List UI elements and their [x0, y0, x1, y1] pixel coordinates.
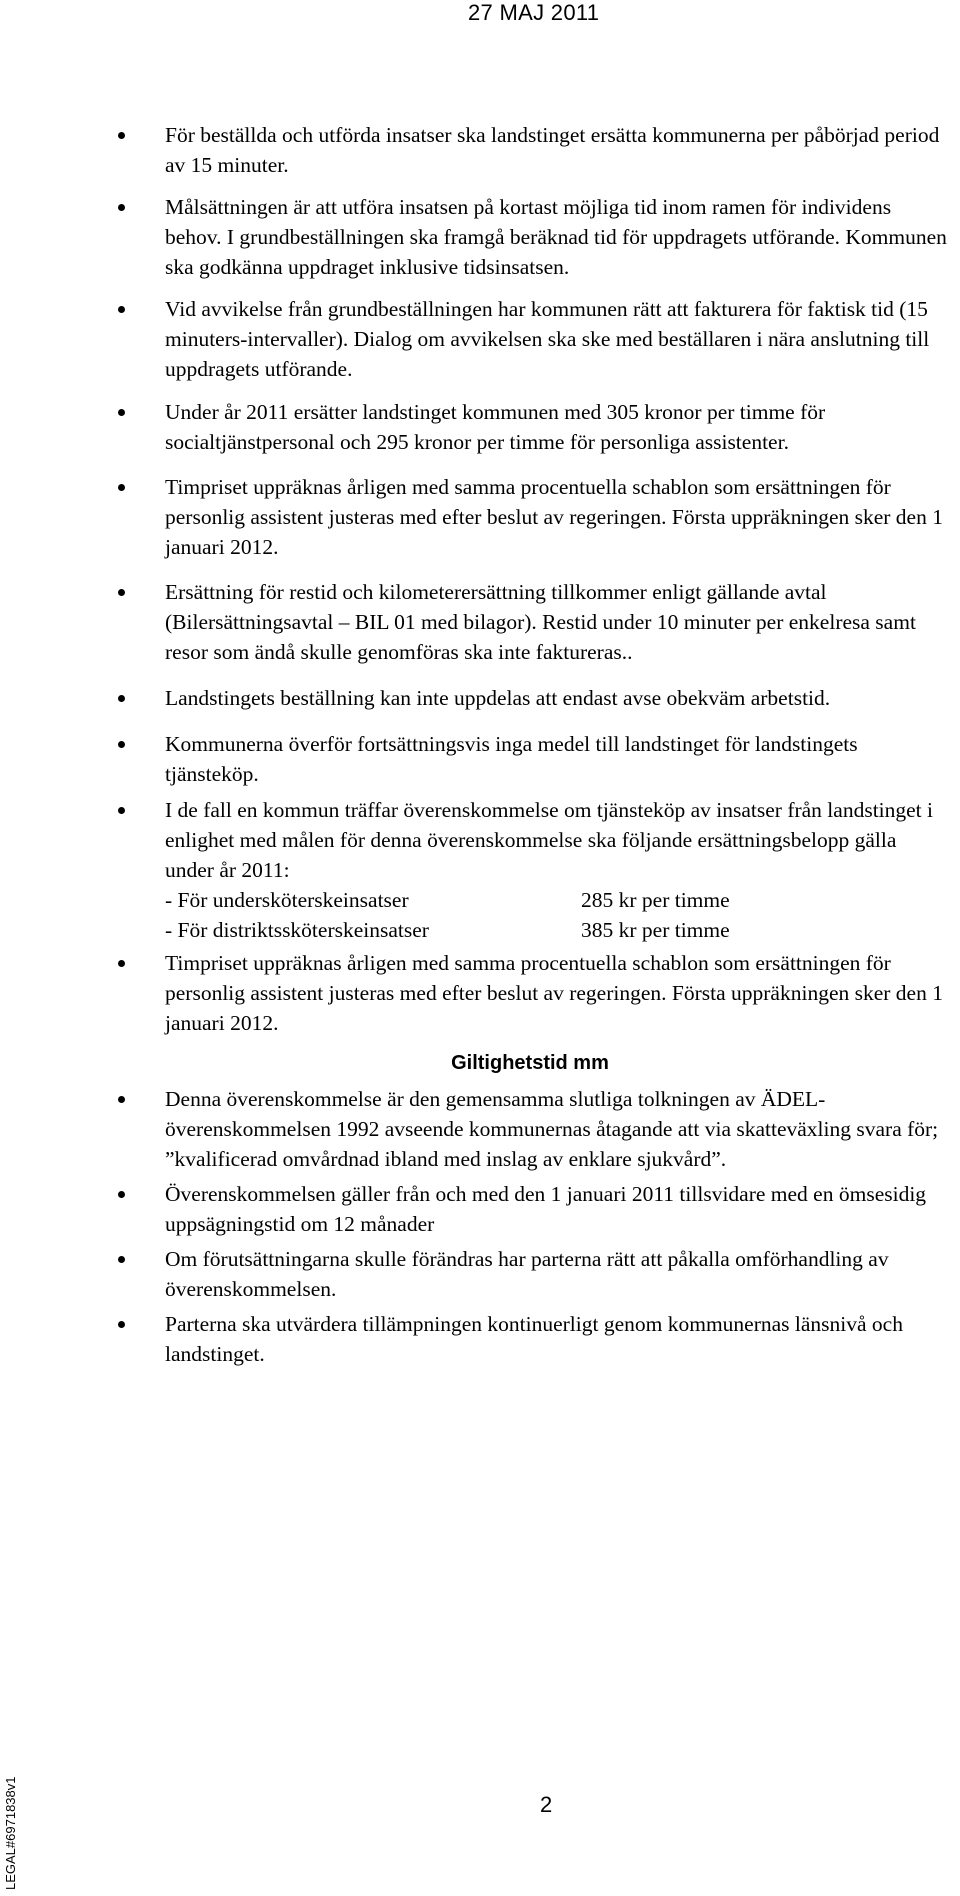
list-item-text: Målsättningen är att utföra insatsen på kortast möjliga tid inom ramen för individens behov. I grundbeställningen ska framgå beräknad tid för uppdragets utförande. Kommunen ska godkänna uppdraget inklusive tidsinsatsen.: [165, 195, 947, 279]
bullet-icon: [118, 1321, 125, 1328]
bullet-icon: [118, 695, 125, 702]
compensation-intro: I de fall en kommun träffar överenskommelse om tjänsteköp av insatser från landstinget i enlighet med målen för denna överenskommelse ska följande ersättningsbelopp gälla under år 2011:: [165, 798, 934, 882]
legal-id-margin: [0, 1730, 22, 1890]
list-item: [0, 1179, 960, 1239]
list-item: [0, 729, 960, 789]
section-heading: Giltighetstid mm: [451, 1052, 609, 1074]
bullet-icon: [118, 132, 125, 139]
list-item-text: Denna överenskommelse är den gemensamma slutliga tolkningen av ÄDEL-överenskommelsen 1992 avseende kommunernas åtagande att via skatteväxling svara för; ”kvalificerad omvårdnad ibland med inslag av enklare sjukvård”.: [165, 1087, 939, 1171]
list-item-text: Landstingets beställning kan inte uppdelas att endast avse obekväm arbetstid.: [165, 686, 831, 710]
list-item-text: Timpriset uppräknas årligen med samma procentuella schablon som ersättningen för personlig assistent justeras med efter beslut av regeringen. Första uppräkningen sker den 1 januari 2012.: [165, 475, 943, 559]
list-item-text: Under år 2011 ersätter landstinget kommunen med 305 kronor per timme för socialtjänstpersonal och 295 kronor per timme för personliga assistenter.: [165, 400, 826, 454]
list-item: [0, 1084, 960, 1174]
list-item-text: Överenskommelsen gäller från och med den 1 januari 2011 tillsvidare med en ömsesidig uppsägningstid om 12 månader: [165, 1182, 927, 1236]
bullet-icon: [118, 204, 125, 211]
rate-label: - För undersköterskeinsatser: [165, 888, 409, 912]
rate-value: 385 kr per timme: [581, 918, 730, 942]
list-item: [0, 472, 960, 562]
bullet-icon: [118, 484, 125, 491]
document-date: 27 MAJ 2011: [468, 0, 600, 25]
list-item-text: Om förutsättningarna skulle förändras har parterna rätt att påkalla omförhandling av överenskommelsen.: [165, 1247, 889, 1301]
rate-row: [165, 885, 948, 915]
list-item-text: Kommunerna överför fortsättningsvis inga medel till landstinget för landstingets tjänsteköp.: [165, 732, 858, 786]
list-item-text: Vid avvikelse från grundbeställningen har kommunen rätt att fakturera för faktisk tid (15 minuters-intervaller). Dialog om avvikelsen ska ske med beställaren i nära anslutning till uppdragets utförande.: [165, 297, 930, 381]
list-item-text: Parterna ska utvärdera tillämpningen kontinuerligt genom kommunernas länsnivå och landstinget.: [165, 1312, 903, 1366]
rate-label: - För distriktssköterskeinsatser: [165, 918, 429, 942]
list-item: [0, 683, 960, 713]
bullet-icon: [118, 741, 125, 748]
bullet-icon: [118, 807, 125, 814]
bullet-icon: [118, 589, 125, 596]
bullet-icon: [118, 1096, 125, 1103]
list-item: [0, 1309, 960, 1369]
bullet-icon: [118, 409, 125, 416]
bullet-icon: [118, 1256, 125, 1263]
list-item: [0, 948, 960, 1038]
document-body: [0, 120, 960, 1369]
list-item-text: Timpriset uppräknas årligen med samma procentuella schablon som ersättningen för personlig assistent justeras med efter beslut av regeringen. Första uppräkningen sker den 1 januari 2012.: [165, 951, 943, 1035]
list-item: [0, 294, 960, 384]
rate-value: 285 kr per timme: [581, 888, 730, 912]
bullet-icon: [118, 1191, 125, 1198]
list-item-text: För beställda och utförda insatser ska landstinget ersätta kommunerna per påbörjad period av 15 minuter.: [165, 123, 940, 177]
list-item: [0, 1244, 960, 1304]
compensation-item: [0, 795, 960, 945]
bullet-icon: [118, 306, 125, 313]
bullet-icon: [118, 960, 125, 967]
legal-id: LEGAL#6971838v1: [3, 1776, 18, 1890]
list-item: [0, 192, 960, 282]
list-item: [0, 577, 960, 667]
list-item: [0, 397, 960, 457]
list-item: [0, 120, 960, 180]
page-number: 2: [540, 1792, 553, 1817]
rate-row: [165, 915, 948, 945]
list-item-text: Ersättning för restid och kilometerersättning tillkommer enligt gällande avtal (Bilersättningsavtal – BIL 01 med bilagor). Restid under 10 minuter per enkelresa samt resor som ändå skulle genomföras ska inte faktureras..: [165, 580, 916, 664]
